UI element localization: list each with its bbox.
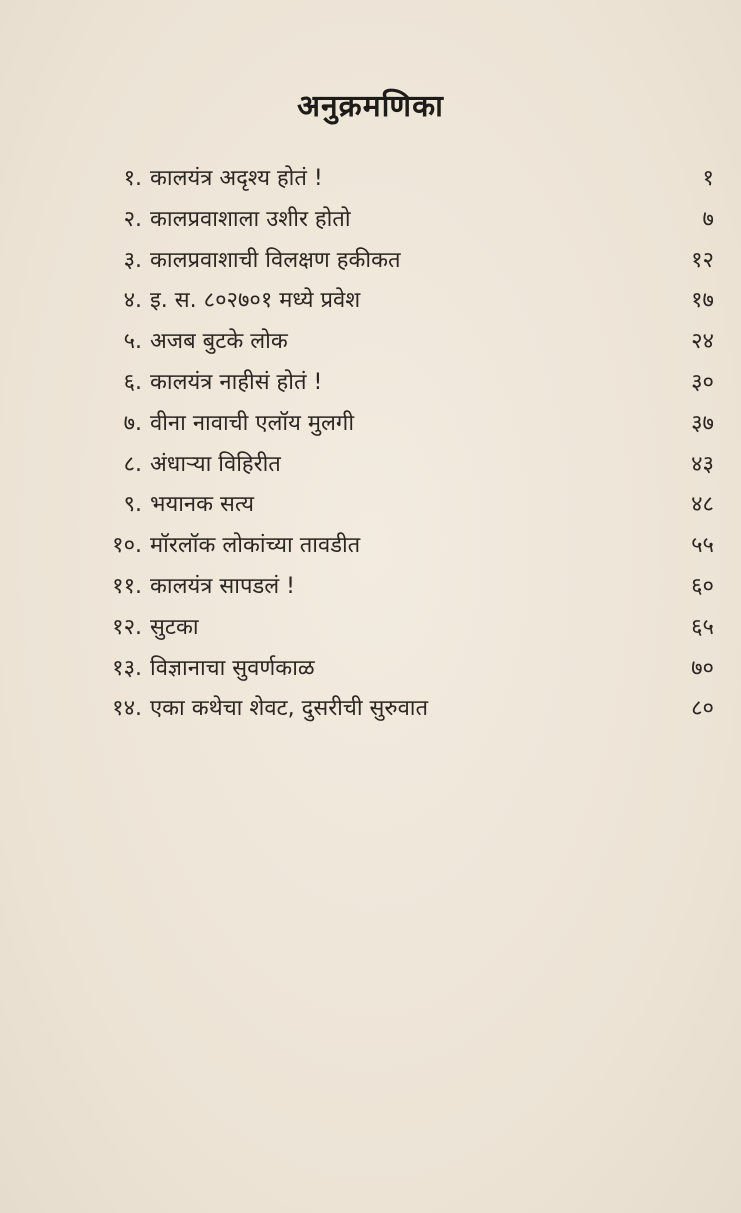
page-number: ६५: [691, 614, 714, 640]
chapter-title: एका कथेचा शेवट, दुसरीची सुरुवात: [150, 696, 429, 722]
chapter-title: कालप्रवाशाची विलक्षण हकीकत: [150, 247, 401, 273]
toc-entry: [84, 244, 714, 285]
chapter-title: मॉरलॉक लोकांच्या तावडीत: [150, 533, 361, 559]
page-number: ४३: [691, 451, 714, 477]
toc-entry: [84, 284, 714, 325]
toc-entry: [84, 366, 714, 407]
page-number: ८०: [691, 696, 714, 722]
page-number: ६०: [691, 573, 714, 599]
table-of-contents: [84, 162, 714, 733]
page-number: १७: [691, 288, 714, 314]
chapter-title: अजब बुटके लोक: [150, 329, 288, 355]
toc-entry: [84, 407, 714, 448]
chapter-title: कालप्रवाशाला उशीर होतो: [150, 206, 351, 232]
chapter-number: १२.: [112, 614, 142, 640]
page-number: २४: [691, 329, 714, 355]
chapter-number: ७.: [123, 410, 142, 436]
chapter-number: १४.: [112, 696, 142, 722]
chapter-number: ३.: [123, 247, 142, 273]
page-number: १: [702, 166, 714, 191]
toc-entry: [84, 162, 714, 203]
chapter-title: इ. स. ८०२७०१ मध्ये प्रवेश: [150, 288, 361, 314]
page-number: ३७: [691, 410, 714, 436]
page-number: ७: [702, 206, 714, 232]
toc-entry: [84, 488, 714, 529]
chapter-title: कालयंत्र अदृश्य होतं !: [150, 166, 323, 191]
chapter-title: कालयंत्र नाहीसं होतं !: [150, 369, 323, 395]
chapter-number: १.: [123, 166, 142, 191]
toc-entry: [84, 652, 714, 693]
chapter-number: २.: [123, 206, 142, 232]
chapter-number: १३.: [112, 655, 142, 681]
chapter-title: सुटका: [150, 614, 199, 640]
chapter-number: ९.: [123, 492, 142, 518]
chapter-title: कालयंत्र सापडलं !: [150, 573, 295, 599]
chapter-title: अंधाऱ्या विहिरीत: [150, 451, 281, 477]
chapter-number: ५.: [123, 329, 142, 355]
toc-entry: [84, 448, 714, 489]
chapter-number: १०.: [112, 533, 142, 559]
chapter-number: ११.: [112, 573, 142, 599]
page-number: ७०: [691, 655, 714, 681]
toc-entry: [84, 203, 714, 244]
chapter-title: भयानक सत्य: [150, 492, 255, 518]
chapter-number: ४.: [123, 288, 142, 314]
toc-entry: [84, 325, 714, 366]
toc-entry: [84, 692, 714, 733]
page-number: १२: [691, 247, 714, 273]
page-number: ४८: [691, 492, 714, 518]
toc-entry: [84, 570, 714, 611]
chapter-title: वीना नावाची एलॉय मुलगी: [150, 410, 355, 436]
chapter-title: विज्ञानाचा सुवर्णकाळ: [150, 655, 315, 681]
page-number: ५५: [691, 533, 714, 559]
page-number: ३०: [691, 369, 714, 395]
chapter-number: ८.: [123, 451, 142, 477]
toc-entry: [84, 611, 714, 652]
chapter-number: ६.: [123, 369, 142, 395]
page-title: अनुक्रमणिका: [297, 89, 444, 124]
toc-entry: [84, 529, 714, 570]
